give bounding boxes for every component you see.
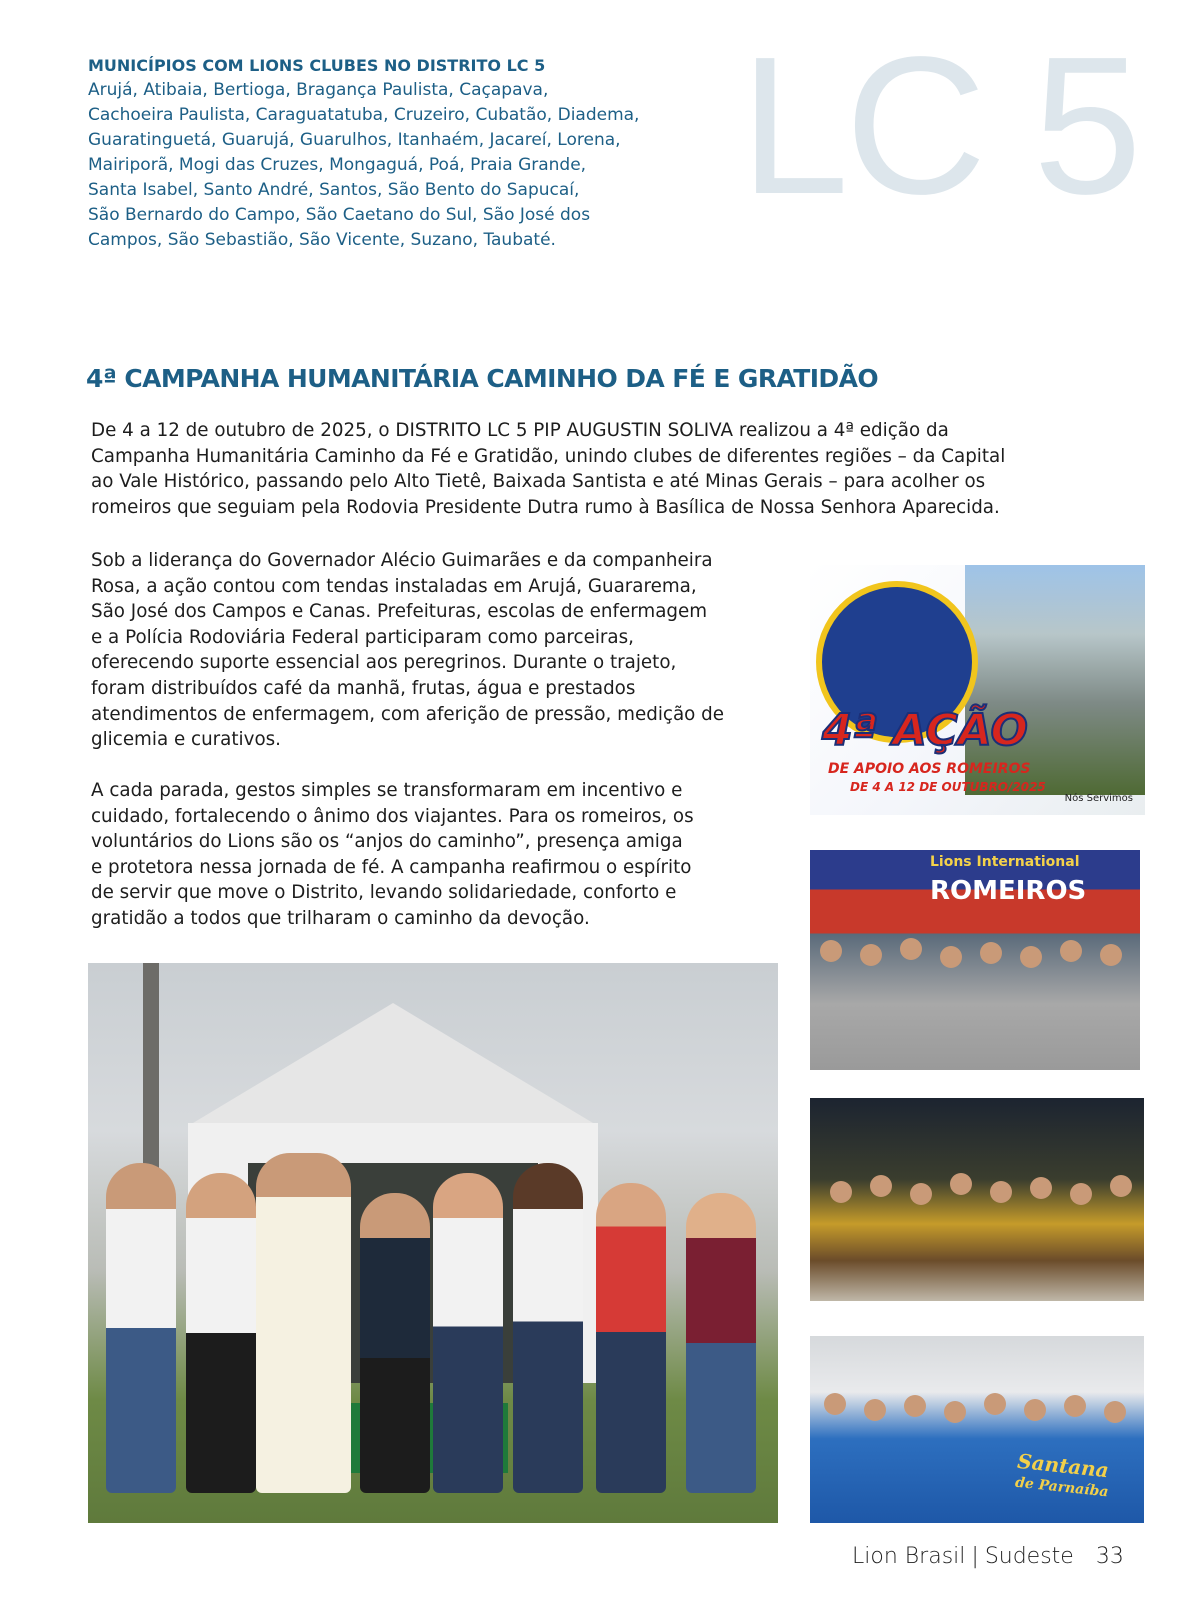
flag-title: Santana [1016, 1448, 1110, 1483]
article-paragraph-1: De 4 a 12 de outubro de 2025, o DISTRITO LC 5 PIP AUGUSTIN SOLIVA realizou a 4ª edição da Campanha Humanitária Caminho da Fé e Gratidão, unindo clubes de diferentes regiões – da Capital ao Vale Histórico, passando pelo Alto Tietê, Baixada Santista e até Minas Gerais – para acolher os romeiros que seguiam pela Rodovia Presidente Dutra rumo à Basílica de Nossa Senhora Aparecida. [91, 420, 1006, 518]
group-photo-tent [88, 963, 778, 1523]
municipalities-title: MUNICÍPIOS COM LIONS CLUBES NO DISTRITO LC 5 [88, 56, 546, 75]
tent-roof [193, 1003, 593, 1123]
person [360, 1193, 430, 1493]
municipalities-block [88, 56, 708, 253]
municipalities-list: Arujá, Atibaia, Bertioga, Bragança Paulista, Caçapava, Cachoeira Paulista, Caraguatatuba, Cruzeiro, Cubatão, Diadema, Guaratinguetá, Guarujá, Guarulhos, Itanhaém, Jacareí, Lorena, Mairiporã, Mogi das Cruzes, Mongaguá, Poá, Praia Grande, Santa Isabel, Santo André, Santos, São Bento do Sapucaí, São Bernardo do Campo, São Caetano do Sul, São José dos Campos, São Sebastião, São Vicente, Suzano, Taubaté. [88, 80, 640, 250]
footer-brand: Lion Brasil [852, 1544, 966, 1569]
article-heading: 4ª CAMPANHA HUMANITÁRIA CAMINHO DA FÉ E GRATIDÃO [86, 364, 878, 393]
district-watermark: LC 5 [740, 16, 1139, 235]
person [433, 1173, 503, 1493]
article-paragraph-3: A cada parada, gestos simples se transformaram em incentivo e cuidado, fortalecendo o ânimo dos viajantes. Para os romeiros, os voluntários do Lions são os “anjos do caminho”, presença amiga e protetora nessa jornada de fé. A campanha reafirmou o espírito de servir que move o Distrito, levando solidariedade, conforto e gratidão a todos que trilharam o caminho da devoção. [91, 780, 694, 929]
person [686, 1193, 756, 1493]
article-paragraph-2: Sob a liderança do Governador Alécio Guimarães e da companheira Rosa, a ação contou com tendas instaladas em Arujá, Guararema, São José dos Campos e Canas. Prefeituras, escolas de enfermagem e a Polícia Rodoviária Federal participaram como parceiras, oferecendo suporte essencial aos peregrinos. Durante o trajeto, foram distribuídos café da manhã, frutas, água e prestados atendimentos de enfermagem, com aferição de pressão, medição de glicemia e curativos. [91, 550, 724, 751]
page-number: 33 [1095, 1544, 1124, 1569]
person [186, 1173, 256, 1493]
poster-apoio-text: DE APOIO AOS ROMEIROS [828, 761, 1031, 777]
person [596, 1183, 666, 1493]
page-footer [852, 1544, 1124, 1569]
person [106, 1163, 176, 1493]
crowd [810, 940, 1140, 1050]
banner-romeiros: ROMEIROS [930, 876, 1087, 906]
footer-separator: | [971, 1544, 979, 1569]
crowd [810, 1171, 1144, 1281]
person [513, 1163, 583, 1493]
group-photo-banner [810, 850, 1140, 1070]
person-priest [256, 1153, 351, 1493]
footer-region: Sudeste [984, 1544, 1074, 1569]
poster-dates: DE 4 A 12 DE OUTUBRO/2025 [850, 780, 1046, 794]
group-photo-night [810, 1098, 1144, 1301]
poster-acao-title: 4ª AÇÃO [822, 705, 1028, 756]
poster-motto: Nós Servimos [1064, 793, 1133, 804]
banner-lions-international: Lions International [930, 854, 1080, 870]
campaign-poster [810, 565, 1145, 815]
group-photo-flag [810, 1336, 1144, 1523]
flag-subtitle: de Parnaíba [1014, 1474, 1110, 1501]
